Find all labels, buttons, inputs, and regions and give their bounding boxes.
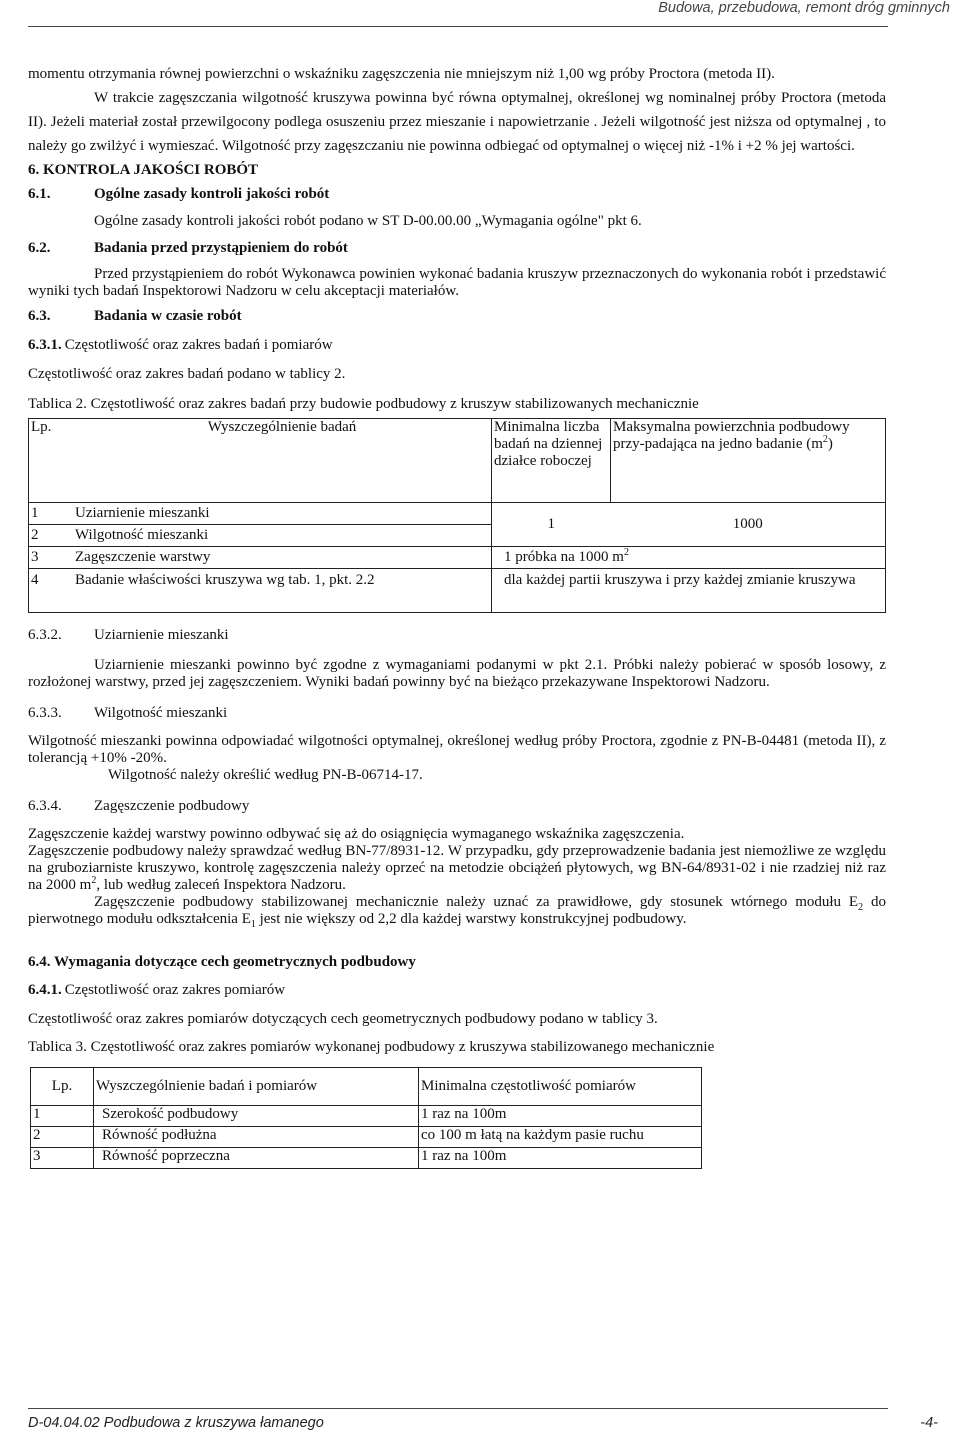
cell-lp: 4 — [29, 569, 74, 613]
header-cell: Minimalna liczba badań na dziennej działce roboczej — [492, 419, 611, 503]
table-3 — [30, 1067, 702, 1169]
table-row — [31, 1148, 702, 1169]
paragraph: W trakcie zagęszczania wilgotność kruszywa powinna być równa optymalnej, określonej wg nominalnej próby Proctora (metoda II). Jeżeli materiał został przewilgocony podlega osuszeniu przez mieszanie i napowietrzanie . Jeżeli wilgotność jest niższa od optymalnej , to należy go zwilżyć i wymieszać. Wilgotność przy zagęszczaniu nie powinna odbiegać od optymalnej o więcej niż -1% i +2 % jej wartości. — [28, 90, 886, 154]
cell-name: Zagęszczenie warstwy — [73, 547, 492, 569]
paragraph: Zagęszczenie podbudowy należy sprawdzać według BN-77/8931-12. W przypadku, gdy przeprowadzenie badania jest niemożliwe ze względu na gruboziarniste kruszywo, kontrolę zagęszczenia należy oprzeć na metodzie obciążeń płytowych, wg BN-64/8931-02 i nie rzadziej niż raz na 2000 $m^2$, lub według zaleceń Inspektora Nadzoru. — [28, 843, 886, 893]
section-number: 6.3.4. — [28, 798, 62, 814]
paragraph: Ogólne zasady kontroli jakości robót podano w ST D-00.00.00 „Wymagania ogólne" pkt 6. — [94, 213, 642, 229]
subsection-heading — [28, 182, 886, 206]
cell-name: Badanie właściwości kruszywa wg tab. 1, pkt. 2.2 — [73, 569, 492, 613]
table-caption: Tablica 2. Częstotliwość oraz zakres badań przy budowie podbudowy z kruszyw stabilizowanych mechanicznie — [28, 396, 699, 412]
header-cell: Maksymalna powierzchnia podbudowy przy-padająca na jedno badanie $(m^2)$ — [611, 419, 886, 503]
section-number: 6.3.2. — [28, 627, 62, 643]
table-row — [29, 503, 886, 525]
section-title: Wilgotność mieszanki — [94, 705, 228, 721]
section-title: Ogólne zasady kontroli jakości robót — [94, 186, 330, 202]
section-heading: 6. KONTROLA JAKOŚCI ROBÓT — [28, 162, 259, 178]
section-number: 6.4.1. — [28, 982, 62, 998]
section-heading: 6.4. Wymagania dotyczące cech geometrycznych podbudowy — [28, 954, 416, 970]
section-number: 6.1. — [28, 186, 51, 202]
page-footer — [28, 1408, 938, 1436]
subsection-heading — [28, 978, 886, 1002]
table-caption: Tablica 3. Częstotliwość oraz zakres pomiarów wykonanej podbudowy z kruszywa stabilizowanego mechanicznie — [28, 1039, 715, 1055]
table-header-row — [29, 419, 886, 503]
cell-lp: 2 — [29, 525, 74, 547]
cell-name: Szerokość podbudowy — [94, 1106, 419, 1127]
section-title: Badania przed przystąpieniem do robót — [94, 240, 348, 256]
section-title: Uziarnienie mieszanki — [94, 627, 229, 643]
subsection-heading — [28, 333, 886, 357]
section-title: Zagęszczenie podbudowy — [94, 798, 250, 814]
paragraph: Zagęszczenie podbudowy stabilizowanej mechanicznie należy uznać za prawidłowe, gdy stosunek wtórnego modułu $E_2$ do pierwotnego modułu odkształcenia $E_1$ jest nie większy od 2,2 dla każdej warstwy konstrukcyjnej podbudowy. — [28, 894, 886, 930]
section-title: Częstotliwość oraz zakres badań i pomiarów — [64, 337, 333, 353]
subsection-heading — [28, 304, 886, 328]
subsection-heading — [28, 236, 886, 260]
page-header — [28, 0, 950, 27]
cell-lp: 1 — [31, 1106, 94, 1127]
table-row — [31, 1106, 702, 1127]
header-title: Budowa, przebudowa, remont dróg gminnych — [658, 0, 950, 16]
cell-name: Równość poprzeczna — [94, 1148, 419, 1169]
cell-max: 1000 — [611, 503, 886, 547]
cell-value: 1 próbka na 1000 $m^2$ — [492, 547, 886, 569]
subsection-heading — [28, 701, 886, 725]
cell-lp: 1 — [29, 503, 74, 525]
cell-lp: 3 — [31, 1148, 94, 1169]
cell-freq: 1 raz na 100m — [419, 1148, 702, 1169]
paragraph: Zagęszczenie każdej warstwy powinno odbywać się aż do osiągnięcia wymaganego wskaźnika zagęszczenia. — [28, 826, 685, 842]
cell-lp: 3 — [29, 547, 74, 569]
page-number: -4- — [920, 1415, 938, 1431]
table-2 — [28, 418, 886, 613]
cell-freq: co 100 m łatą na każdym pasie ruchu — [419, 1127, 702, 1148]
cell-freq: 1 raz na 100m — [419, 1106, 702, 1127]
table-row — [31, 1127, 702, 1148]
section-number: 6.3. — [28, 308, 51, 324]
header-cell: Lp. — [31, 1068, 94, 1106]
subsection-heading — [28, 623, 886, 647]
table-header-row — [31, 1068, 702, 1106]
paragraph: Częstotliwość oraz zakres badań podano w tablicy 2. — [28, 366, 346, 382]
cell-name: Uziarnienie mieszanki — [73, 503, 492, 525]
paragraph: Wilgotność mieszanki powinna odpowiadać wilgotności optymalnej, określonej według próby Proctora, zgodnie z PN-B-04481 (metoda II), z tolerancją +10% -20%. — [28, 733, 886, 766]
paragraph: Przed przystąpieniem do robót Wykonawca powinien wykonać badania kruszyw przeznaczonych do wykonania robót i przedstawić wyniki tych badań Inspektorowi Nadzoru w celu akceptacji materiałów. — [28, 266, 886, 299]
cell-value: dla każdej partii kruszywa i przy każdej zmianie kruszywa — [492, 569, 886, 613]
section-title: Badania w czasie robót — [94, 308, 242, 324]
table-row — [29, 547, 886, 569]
section-number: 6.3.3. — [28, 705, 62, 721]
header-cell: Wyszczególnienie badań — [73, 419, 492, 503]
subsection-heading — [28, 794, 886, 818]
header-cell: Minimalna częstotliwość pomiarów — [419, 1068, 702, 1106]
cell-name: Wilgotność mieszanki — [73, 525, 492, 547]
section-number: 6.3.1. — [28, 337, 62, 353]
header-cell: Lp. — [29, 419, 74, 503]
paragraph: momentu otrzymania równej powierzchni o wskaźniku zagęszczenia nie mniejszym niż 1,00 wg próby Proctora (metoda II). — [28, 66, 775, 82]
paragraph: Uziarnienie mieszanki powinno być zgodne z wymaganiami podanymi w pkt 2.1. Próbki należy pobierać w sposób losowy, z rozłożonej warstwy, przed jej zagęszczeniem. Wyniki badań powinny być na bieżąco przekazywane Inspektorowi Nadzoru. — [28, 657, 886, 690]
document-body — [28, 62, 886, 1169]
section-title: Częstotliwość oraz zakres pomiarów — [64, 982, 286, 998]
cell-min: 1 — [492, 503, 611, 547]
footer-doc-title: D-04.04.02 Podbudowa z kruszywa łamanego — [28, 1415, 324, 1431]
section-number: 6.2. — [28, 240, 51, 256]
header-cell: Wyszczególnienie badań i pomiarów — [94, 1068, 419, 1106]
table-row — [29, 569, 886, 613]
paragraph: Częstotliwość oraz zakres pomiarów dotyczących cech geometrycznych podbudowy podano w tablicy 3. — [28, 1011, 658, 1027]
cell-lp: 2 — [31, 1127, 94, 1148]
cell-name: Równość podłużna — [94, 1127, 419, 1148]
paragraph: Wilgotność należy określić według PN-B-06714-17. — [108, 767, 423, 783]
